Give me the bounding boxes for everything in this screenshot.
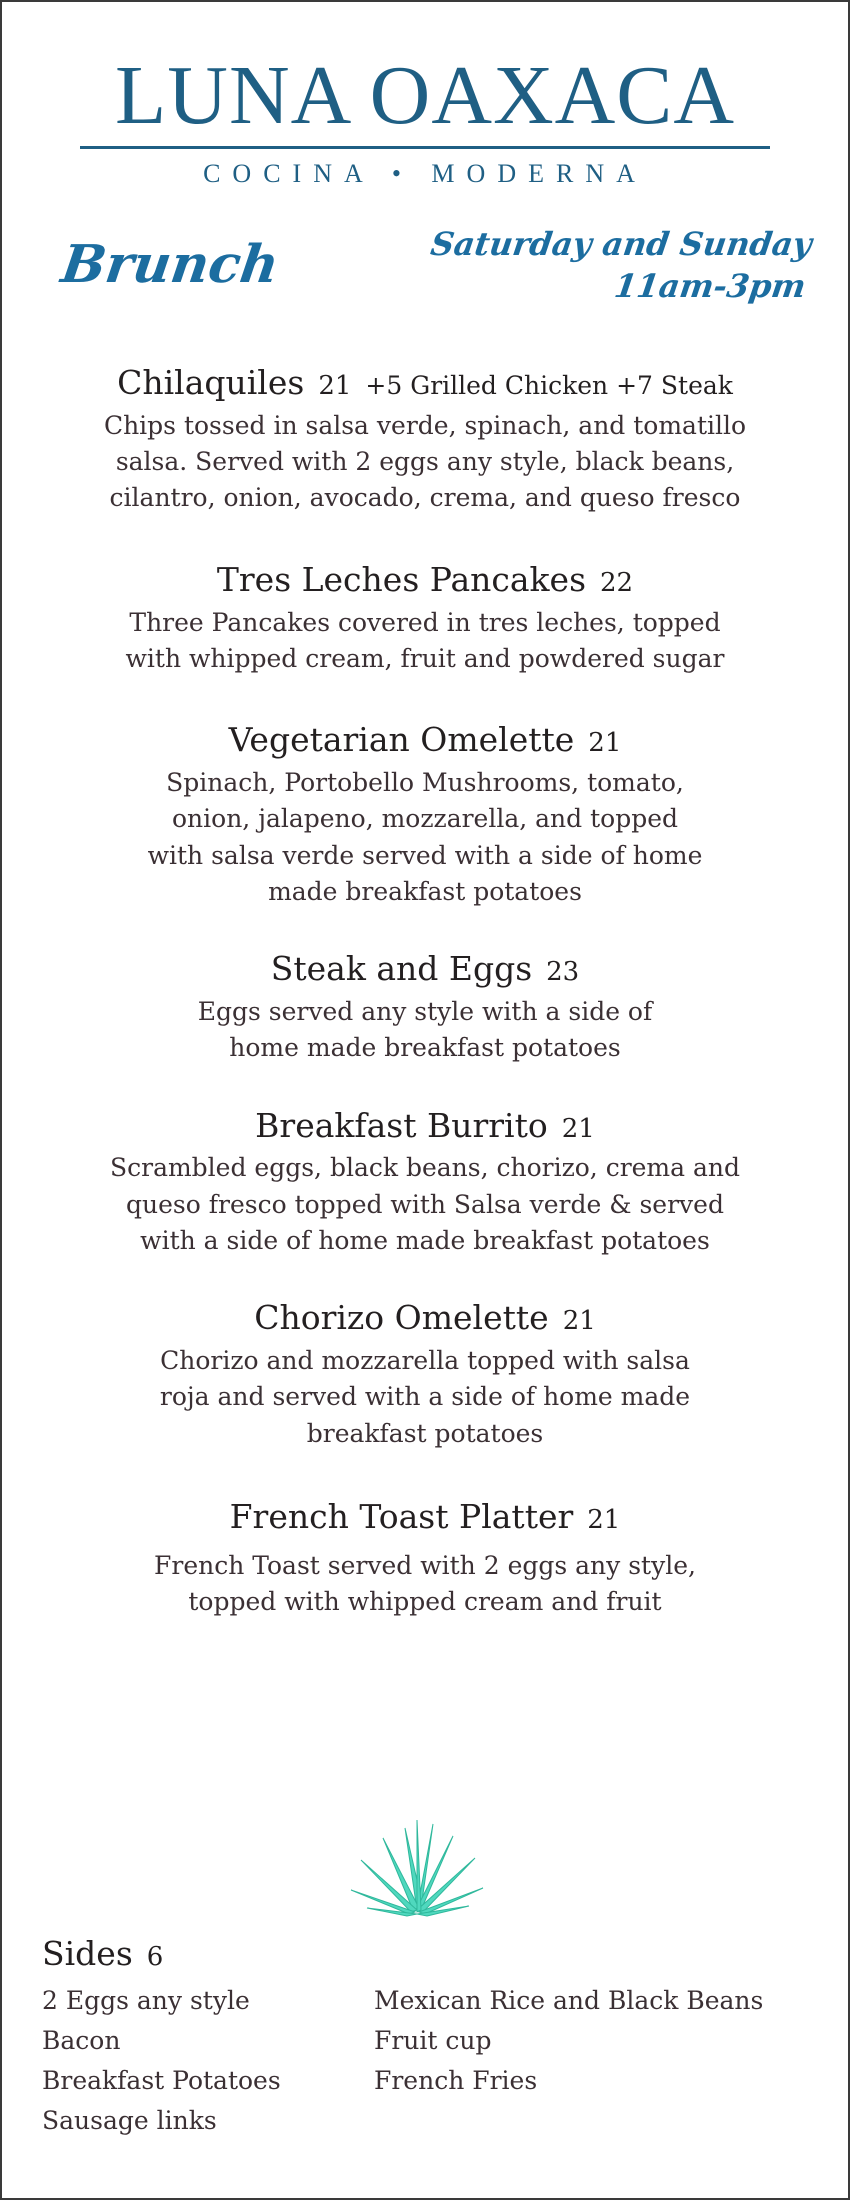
item-description-line: with whipped cream, fruit and powdered sugar [125,643,725,673]
item-price: 21 [588,728,622,759]
item-heading [42,721,808,759]
menu-item [42,950,808,1066]
side-item: Sausage links [42,2106,217,2135]
item-price: 21 [562,1306,596,1337]
side-item: Breakfast Potatoes [42,2066,281,2095]
item-description-line: salsa. Served with 2 eggs any style, black beans, [115,447,735,477]
item-name: Breakfast Burrito [255,1105,548,1145]
menu-item [42,1299,808,1452]
item-description [42,765,808,910]
logo-rule [80,146,770,149]
side-item: French Fries [374,2066,538,2095]
sides-price: 6 [146,1942,164,1972]
schedule [422,224,814,307]
item-heading [42,950,808,988]
item-name: Chorizo Omelette [254,1298,549,1338]
item-description-line: Three Pancakes covered in tres leches, topped [129,607,721,637]
logo-title: LUNA OAXACA [115,49,735,142]
side-item: 2 Eggs any style [42,1986,250,2015]
item-price: 23 [546,957,580,988]
item-price: 22 [600,567,634,598]
item-description-line: made breakfast potatoes [268,876,582,906]
item-heading [42,1498,808,1536]
sides-title: Sides [42,1934,133,1973]
item-description-line: queso fresco topped with Salsa verde & served [126,1189,724,1219]
sides-heading [42,1934,822,1973]
item-description-line: French Toast served with 2 eggs any style, [154,1550,696,1580]
item-description-line: cilantro, onion, avocado, crema, and queso fresco [109,483,741,513]
item-heading [42,1107,808,1145]
agave-icon [347,1810,487,1920]
item-extra: +5 Grilled Chicken +7 Steak [365,371,733,400]
logo-subtitle: COCINA • MODERNA [203,159,647,188]
sides-column-left [42,1981,374,2141]
item-description [42,408,808,517]
item-description [42,1343,808,1452]
item-description-line: onion, jalapeno, mozzarella, and topped [172,804,678,834]
item-description-line: with a side of home made breakfast potatoes [140,1225,710,1255]
item-description-line: home made breakfast potatoes [229,1033,621,1063]
sides-list [42,1981,822,2141]
logo [2,49,848,189]
item-heading [42,1299,808,1337]
side-item: Bacon [42,2026,121,2055]
menu-item [42,561,808,677]
menu-items [42,364,808,1620]
item-name: Chilaquiles [117,363,305,402]
schedule-days: Saturday and Sunday [427,225,814,263]
item-description-line: with salsa verde served with a side of home [147,840,703,870]
menu-item [42,364,808,517]
item-name: French Toast Platter [229,1496,574,1536]
item-description [42,1548,808,1621]
item-description-line: Scrambled eggs, black beans, chorizo, crema and [109,1153,741,1183]
item-heading [42,561,808,599]
side-item: Fruit cup [374,2026,492,2055]
item-price: 21 [587,1504,621,1535]
item-description [42,1150,808,1259]
item-price: 21 [318,371,352,401]
item-heading [42,364,808,402]
item-description-line: roja and served with a side of home made [159,1382,691,1412]
sides-column-right [374,1981,822,2141]
menu-item [42,1498,808,1620]
item-description-line: topped with whipped cream and fruit [188,1587,662,1617]
item-description-line: Spinach, Portobello Mushrooms, tomato, [166,768,684,798]
schedule-hours: 11am-3pm [611,266,808,305]
item-description-line: Chorizo and mozzarella topped with salsa [160,1346,690,1376]
item-price: 21 [561,1113,595,1144]
sides-section [42,1934,822,2141]
menu-item [42,1107,808,1260]
item-description-line: breakfast potatoes [306,1418,544,1448]
side-item: Mexican Rice and Black Beans [374,1986,764,2015]
item-description [42,605,808,678]
item-name: Tres Leches Pancakes [216,559,587,599]
item-description [42,994,808,1067]
item-name: Steak and Eggs [270,949,533,989]
menu-item [42,721,808,910]
item-description-line: Chips tossed in salsa verde, spinach, and tomatillo [103,410,747,440]
item-description-line: Eggs served any style with a side of [197,997,653,1026]
item-name: Vegetarian Omelette [228,720,575,760]
brunch-heading: Brunch [57,234,283,295]
